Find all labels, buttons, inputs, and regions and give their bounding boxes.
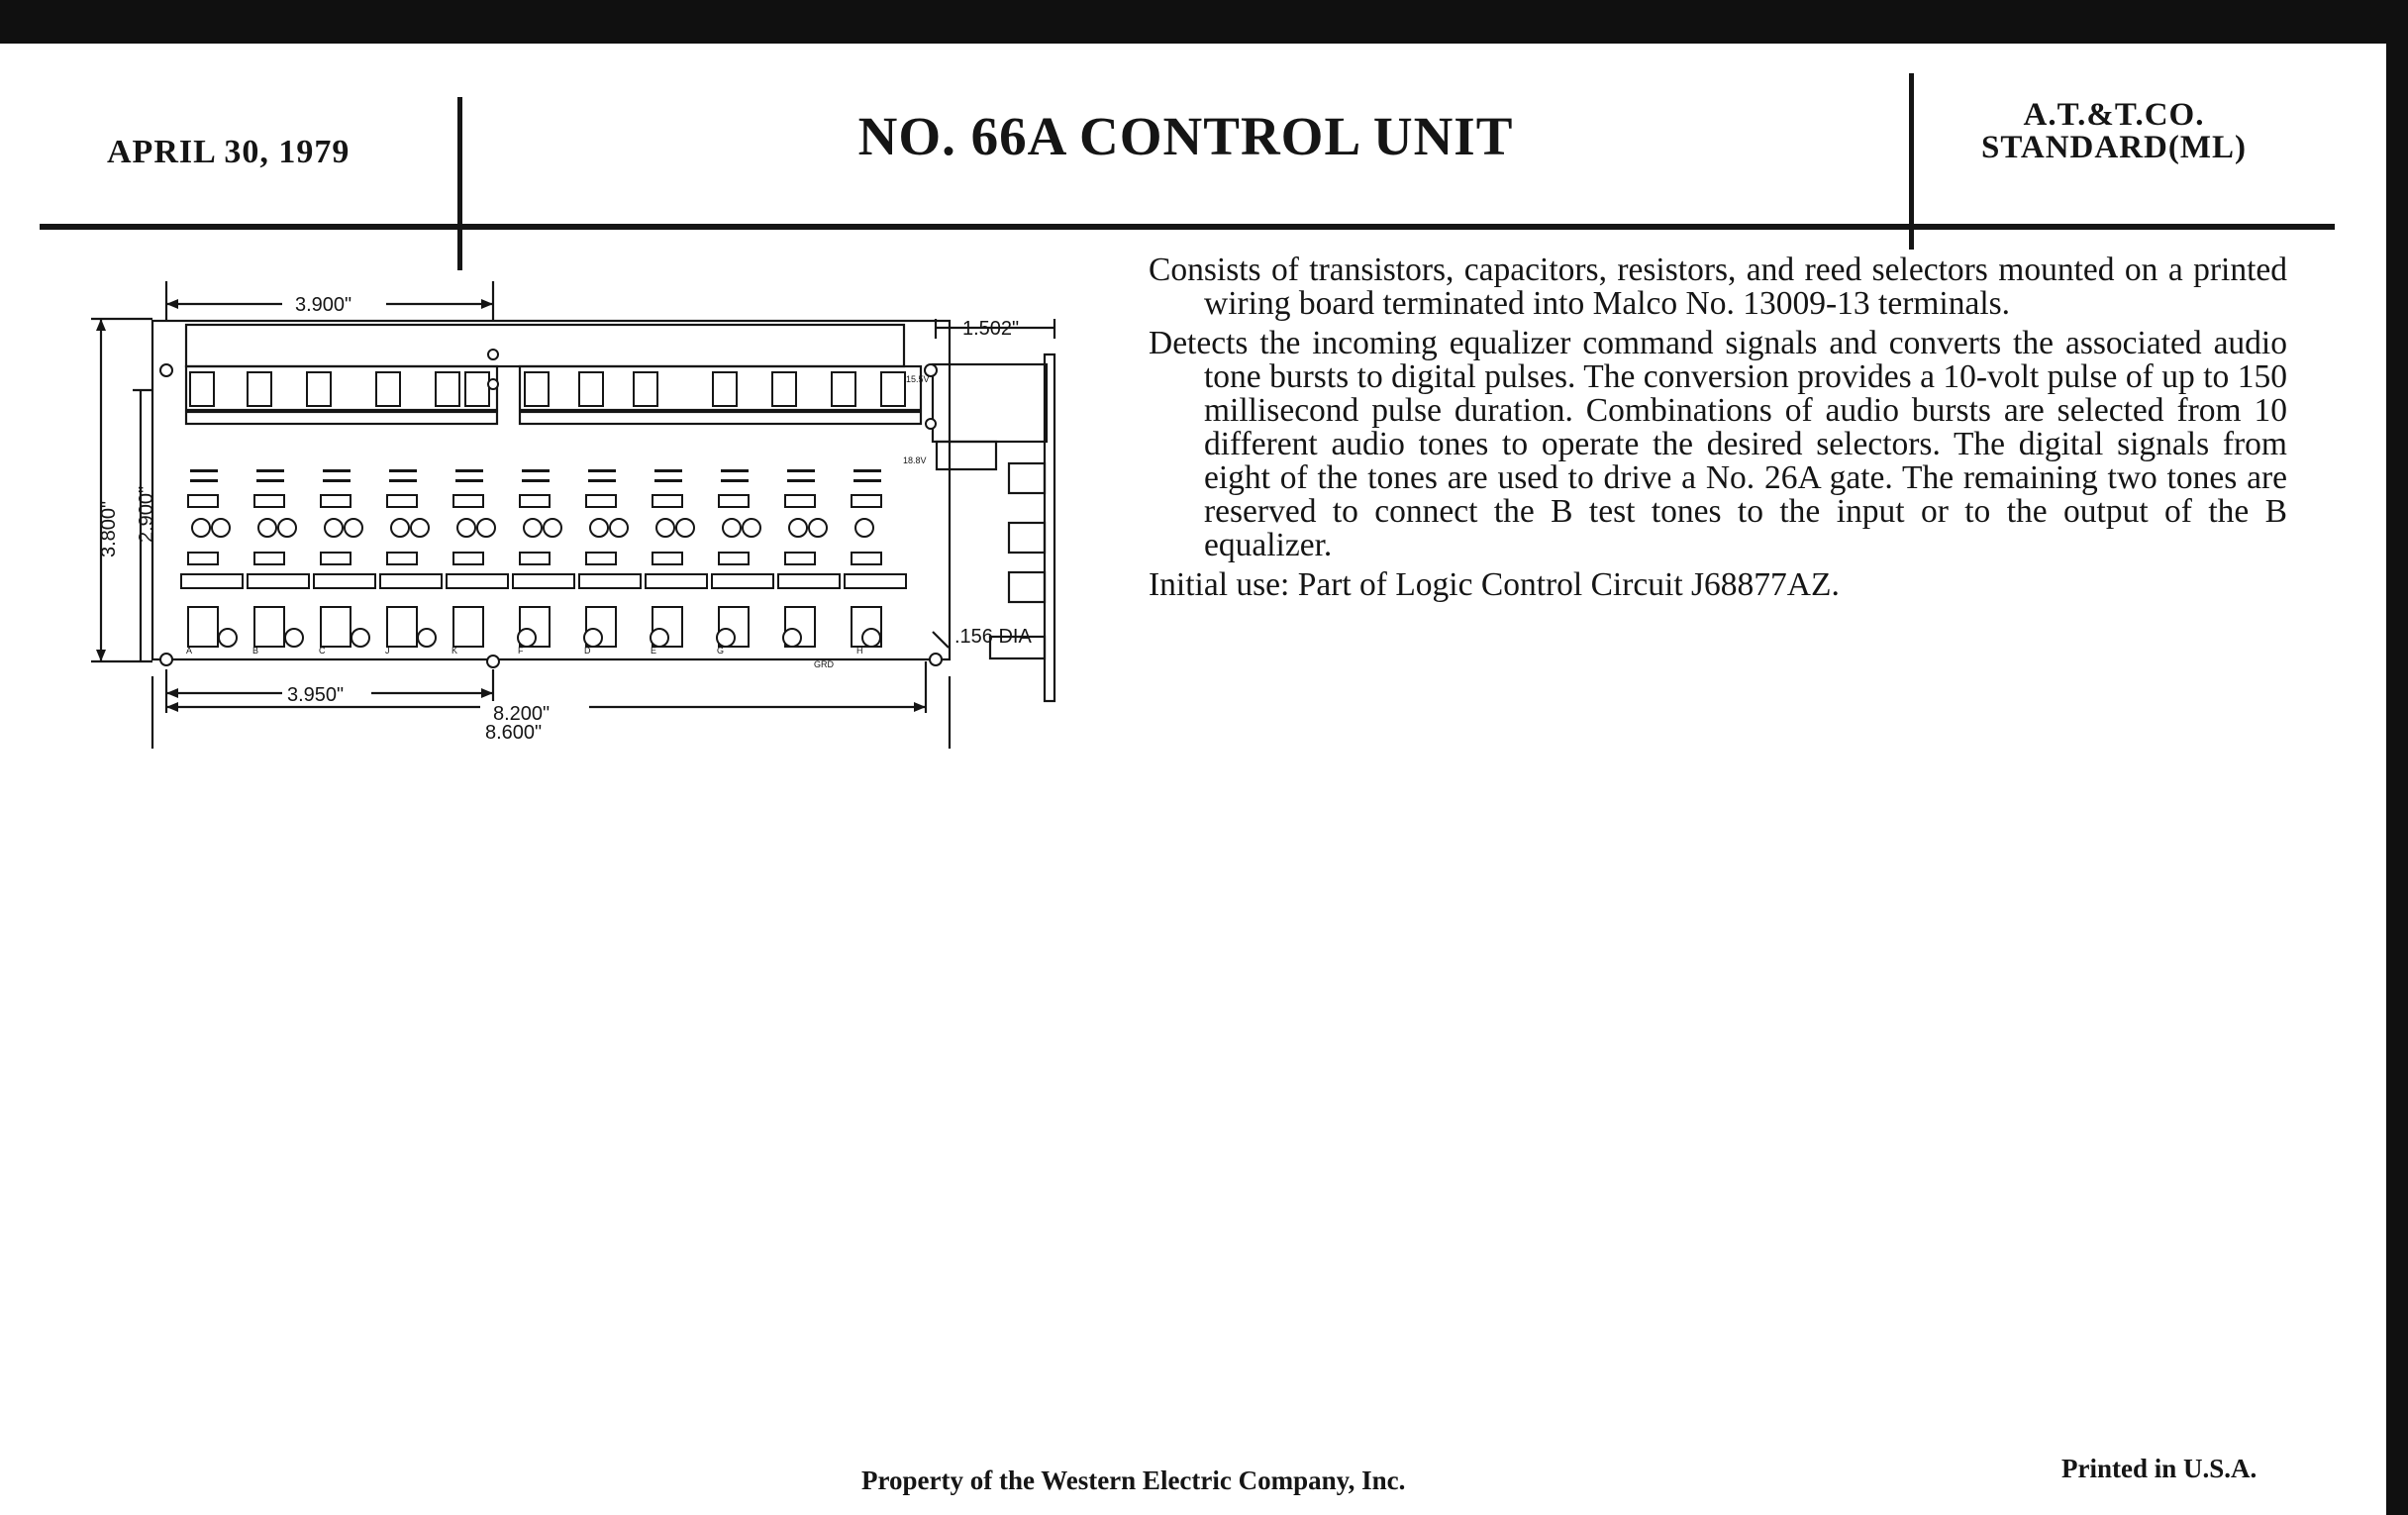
terminal-letter: K xyxy=(452,646,458,656)
terminal-letter: F xyxy=(518,646,524,656)
terminal-letter: C xyxy=(319,646,326,656)
page-title: NO. 66A CONTROL UNIT xyxy=(857,106,1514,166)
catalog-card xyxy=(0,44,2386,1515)
footer-property: Property of the Western Electric Company, Inc. xyxy=(861,1465,1406,1495)
standard-line-1: A.T.&T.CO. xyxy=(2023,97,2205,133)
label-grd: GRD xyxy=(814,659,834,669)
terminal-letter: G xyxy=(717,646,725,656)
board-drawing xyxy=(79,275,1109,744)
footer-printed: Printed in U.S.A. xyxy=(2061,1454,2258,1483)
terminal-letter: E xyxy=(651,646,657,656)
header-standard xyxy=(1941,99,2287,164)
dim-bottom-outer-label: 8.600" xyxy=(485,722,543,744)
terminal-letter: A xyxy=(186,646,193,656)
description-para-1: Consists of transistors, capacitors, resistors, and reed selectors mounted on a printed wiring board terminated into Malco No. 13009-13 terminals. xyxy=(1149,252,2287,322)
dim-side-label: 1.502" xyxy=(962,318,1020,340)
label-18v: 18.8V xyxy=(903,455,927,465)
dim-bottom-mid-label: 8.200" xyxy=(493,703,551,725)
description xyxy=(1149,253,2287,602)
dim-height-inner-label: 2.900" xyxy=(136,485,157,543)
dim-bottom-inner-label: 3.950" xyxy=(287,684,345,706)
standard-line-2: STANDARD(ML) xyxy=(1980,130,2248,165)
dim-top-label: 3.900" xyxy=(295,294,352,316)
terminal-letter: D xyxy=(584,646,591,656)
header-rule xyxy=(40,224,2335,230)
label-15v: 15.5V xyxy=(906,374,930,384)
terminal-letter: B xyxy=(252,646,259,656)
header-date: APRIL 30, 1979 xyxy=(107,134,351,170)
dim-height-outer-label: 3.800" xyxy=(98,500,120,557)
terminal-letter: H xyxy=(856,646,863,656)
initial-use: Initial use: Part of Logic Control Circuit J68877AZ. xyxy=(1149,566,1840,603)
terminal-letter: J xyxy=(385,646,390,656)
dim-hole-label: .156 DIA xyxy=(954,626,1032,648)
description-para-2: Detects the incoming equalizer command signals and converts the associated audio tone bursts to digital pulses. The conversion provides a 10-volt pulse of up to 150 millisecond pulse duration. Combinations of audio bursts are selected from 10 different audio tones to operate the desired selectors. The digital signals from eight of the tones are used to drive a No. 26A gate. The remaining two tones are reserved to connect the B test tones to the input or to the output of the B equalizer. xyxy=(1149,325,2287,563)
